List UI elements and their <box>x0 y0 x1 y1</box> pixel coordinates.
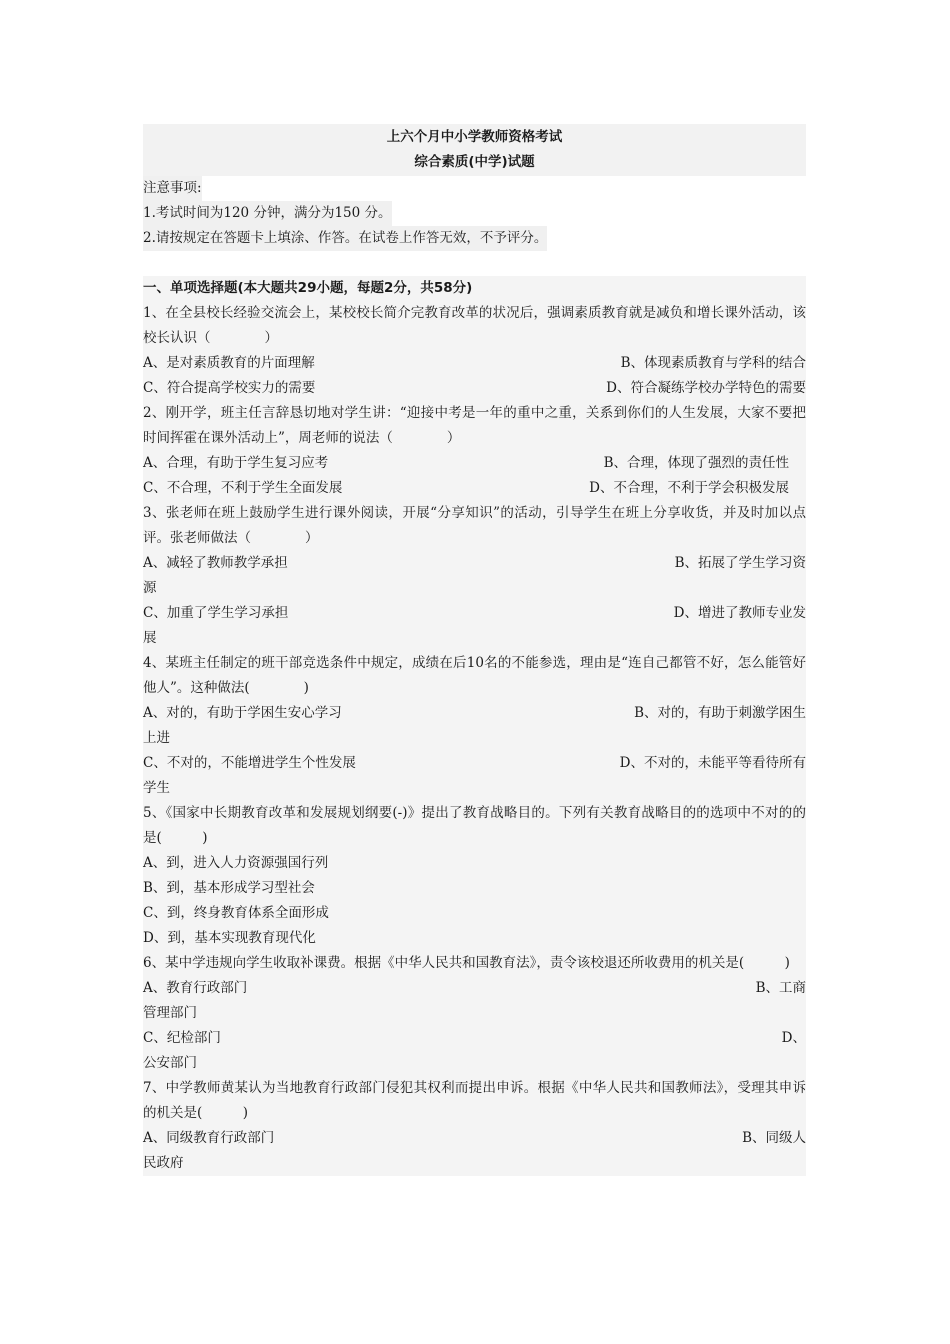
option-b-continued: 源 <box>143 580 157 596</box>
question-3-text: 3、张老师在班上鼓励学生进行课外阅读，开展“分享知识”的活动，引导学生在班上分享收货，并及时加以点评。张老师做法（ ） <box>143 501 806 551</box>
exam-page <box>143 124 806 1176</box>
question-7-text: 7、中学教师黄某认为当地教育行政部门侵犯其权利而提出申诉。根据《中华人民共和国教师法》，受理其申诉的机关是( ) <box>143 1076 806 1126</box>
option-c: C、符合提高学校实力的需要 <box>143 380 316 396</box>
question-1-options-ab <box>143 351 806 376</box>
question-6-options-ab <box>143 976 806 1026</box>
exam-subtitle: 综合素质(中学)试题 <box>414 154 535 170</box>
option-c: C、加重了学生学习承担 <box>143 605 289 621</box>
option-d: D、符合凝练学校办学特色的需要 <box>606 380 806 396</box>
question-1-options-cd <box>143 376 806 401</box>
option-b: B、拓展了学生学习资 <box>674 555 806 571</box>
question-2-options-ab <box>143 451 806 476</box>
option-c: C、不合理，不利于学生全面发展 <box>143 480 343 496</box>
notice-heading: 注意事项: <box>143 176 202 201</box>
option-d: D、 <box>781 1030 806 1046</box>
option-b-continued: 民政府 <box>143 1155 184 1171</box>
spacer <box>143 251 806 276</box>
option-a: A、减轻了教师教学承担 <box>143 555 288 571</box>
option-c: C、不对的，不能增进学生个性发展 <box>143 755 356 771</box>
option-a: A、同级教育行政部门 <box>143 1130 275 1146</box>
question-5-text: 5、《国家中长期教育改革和发展规划纲要(-)》提出了教育战略目的。下列有关教育战略目的的选项中不对的的是( ) <box>143 801 806 851</box>
option-d: D、不合理，不利于学会积极发展 <box>589 480 789 496</box>
option-a: A、教育行政部门 <box>143 980 248 996</box>
exam-title: 上六个月中小学教师资格考试 <box>386 129 563 145</box>
option-d: D、增进了教师专业发 <box>673 605 806 621</box>
option-d: D、不对的，未能平等看待所有 <box>619 755 806 771</box>
question-3-options-ab <box>143 551 806 601</box>
option-b: B、对的，有助于刺激学困生 <box>634 705 806 721</box>
option-a: A、合理，有助于学生复习应考 <box>143 455 329 471</box>
option-d: D、到，基本实现教育现代化 <box>143 926 806 951</box>
option-a: A、是对素质教育的片面理解 <box>143 355 315 371</box>
option-b-continued: 上进 <box>143 730 170 746</box>
question-1-text: 1、在全县校长经验交流会上，某校校长简介完教育改革的状况后，强调素质教育就是减负和增长课外活动，该校长认识（ ） <box>143 301 806 351</box>
option-b: B、到，基本形成学习型社会 <box>143 876 806 901</box>
option-b: B、同级人 <box>742 1130 806 1146</box>
option-b: B、体现素质教育与学科的结合 <box>620 355 806 371</box>
option-d-continued: 展 <box>143 630 157 646</box>
option-c: C、到，终身教育体系全面形成 <box>143 901 806 926</box>
question-4-options-ab <box>143 701 806 751</box>
question-4-options-cd <box>143 751 806 801</box>
question-4-text: 4、某班主任制定的班干部竞选条件中规定，成绩在后10名的不能参选，理由是“连自己都管不好，怎么能管好他人”。这种做法( ) <box>143 651 806 701</box>
option-a: A、对的，有助于学困生安心学习 <box>143 705 342 721</box>
question-2-options-cd <box>143 476 806 501</box>
question-2-text: 2、刚开学，班主任言辞恳切地对学生讲：“迎接中考是一年的重中之重，关系到你们的人生发展，大家不要把时间挥霍在课外活动上”，周老师的说法（ ） <box>143 401 806 451</box>
question-3-options-cd <box>143 601 806 651</box>
notice-block <box>143 176 806 251</box>
section-heading: 一、单项选择题(本大题共29小题，每题2分，共58分) <box>143 276 806 301</box>
question-7-options-ab <box>143 1126 806 1176</box>
question-6-options-cd <box>143 1026 806 1076</box>
option-d-continued: 公安部门 <box>143 1055 197 1071</box>
question-6-text: 6、某中学违规向学生收取补课费。根据《中华人民共和国教育法》，责令该校退还所收费用的机关是( ) <box>143 951 806 976</box>
option-b: B、工商 <box>755 980 806 996</box>
notice-item-1: 1.考试时间为120 分钟，满分为150 分。 <box>143 201 392 226</box>
option-b: B、合理，体现了强烈的责任性 <box>603 455 789 471</box>
option-c: C、纪检部门 <box>143 1030 221 1046</box>
exam-header <box>143 124 806 176</box>
option-b-continued: 管理部门 <box>143 1005 197 1021</box>
option-d-continued: 学生 <box>143 780 170 796</box>
notice-item-2: 2.请按规定在答题卡上填涂、作答。在试卷上作答无效，不予评分。 <box>143 226 547 251</box>
option-a: A、到，进入人力资源强国行列 <box>143 851 806 876</box>
